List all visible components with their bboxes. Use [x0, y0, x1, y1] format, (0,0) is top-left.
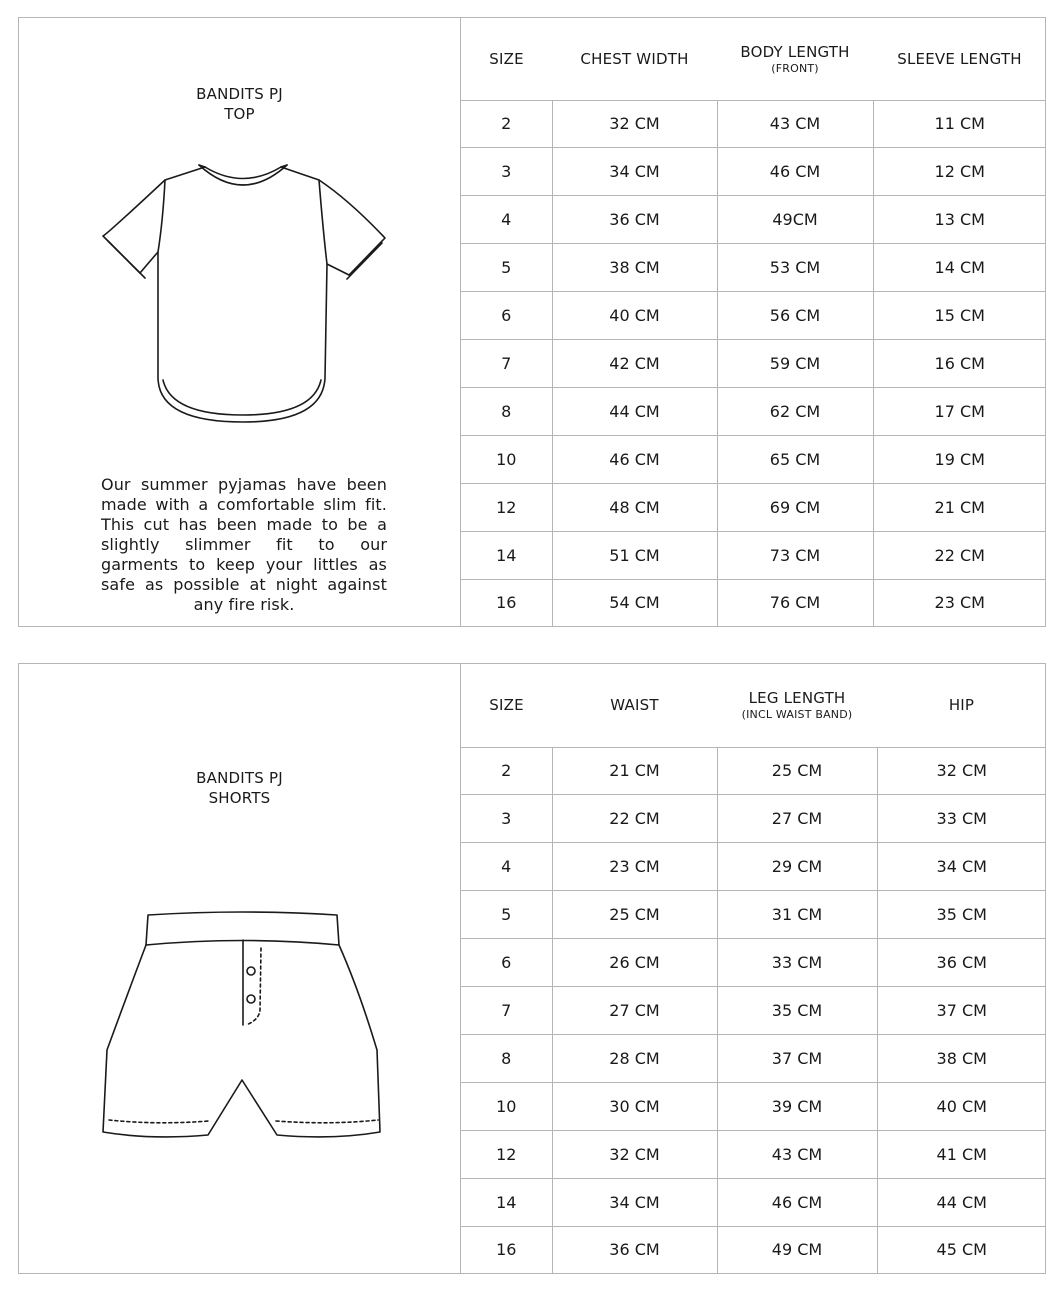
top-table-row [461, 244, 1046, 292]
shorts-cell-size: 3 [461, 795, 552, 843]
top-cell-chest-width: 48 CM [552, 483, 717, 531]
top-cell-chest-width: 46 CM [552, 435, 717, 483]
top-col-body-length-header: BODY LENGTH (FRONT) [717, 18, 873, 100]
shorts-cell-hip: 38 CM [877, 1035, 1046, 1083]
shorts-title-line1: BANDITS PJ [196, 769, 283, 787]
top-table-row [461, 196, 1046, 244]
top-cell-size: 10 [461, 435, 552, 483]
top-col-sleeve-header: SLEEVE LENGTH [873, 18, 1046, 100]
top-cell-chest-width: 38 CM [552, 244, 717, 292]
t-shirt-outline-icon [101, 160, 391, 425]
top-cell-size: 3 [461, 148, 552, 196]
shorts-cell-waist: 36 CM [552, 1226, 717, 1273]
top-cell-sleeve-length: 11 CM [873, 100, 1046, 148]
top-cell-chest-width: 40 CM [552, 292, 717, 340]
top-cell-size: 5 [461, 244, 552, 292]
top-cell-body-length: 46 CM [717, 148, 873, 196]
shorts-size-chart-panel [18, 663, 1046, 1274]
shorts-cell-waist: 21 CM [552, 747, 717, 795]
top-table-row [461, 483, 1046, 531]
top-cell-size: 4 [461, 196, 552, 244]
shorts-cell-waist: 26 CM [552, 939, 717, 987]
shorts-table-row [461, 1035, 1046, 1083]
shorts-cell-size: 4 [461, 843, 552, 891]
shorts-table-row [461, 1178, 1046, 1226]
shorts-cell-hip: 35 CM [877, 891, 1046, 939]
shorts-cell-size: 12 [461, 1130, 552, 1178]
top-cell-sleeve-length: 21 CM [873, 483, 1046, 531]
shorts-title-line2: SHORTS [208, 789, 271, 807]
shorts-cell-waist: 28 CM [552, 1035, 717, 1083]
top-cell-sleeve-length: 12 CM [873, 148, 1046, 196]
top-table-row [461, 579, 1046, 626]
top-col-chest-header: CHEST WIDTH [552, 18, 717, 100]
shorts-cell-hip: 44 CM [877, 1178, 1046, 1226]
top-cell-sleeve-length: 22 CM [873, 531, 1046, 579]
top-cell-body-length: 56 CM [717, 292, 873, 340]
top-cell-size: 6 [461, 292, 552, 340]
top-cell-chest-width: 34 CM [552, 148, 717, 196]
top-cell-body-length: 53 CM [717, 244, 873, 292]
shorts-cell-waist: 23 CM [552, 843, 717, 891]
shorts-cell-hip: 41 CM [877, 1130, 1046, 1178]
top-cell-chest-width: 44 CM [552, 388, 717, 436]
shorts-cell-leg-length: 46 CM [717, 1178, 877, 1226]
top-cell-sleeve-length: 15 CM [873, 292, 1046, 340]
shorts-cell-hip: 45 CM [877, 1226, 1046, 1273]
shorts-cell-waist: 27 CM [552, 987, 717, 1035]
top-cell-sleeve-length: 14 CM [873, 244, 1046, 292]
top-cell-sleeve-length: 16 CM [873, 340, 1046, 388]
top-col-size-header: SIZE [461, 18, 552, 100]
shorts-cell-hip: 32 CM [877, 747, 1046, 795]
shorts-cell-waist: 25 CM [552, 891, 717, 939]
shorts-cell-leg-length: 49 CM [717, 1226, 877, 1273]
shorts-cell-leg-length: 35 CM [717, 987, 877, 1035]
top-cell-size: 12 [461, 483, 552, 531]
shorts-info-column [19, 664, 461, 1273]
shorts-cell-size: 7 [461, 987, 552, 1035]
top-title-line1: BANDITS PJ [196, 85, 283, 103]
top-fit-description: Our summer pyjamas have been made with a comfortable slim fit. This cut has been made to be a slightly slimmer fit to our garments to keep your littles as safe as possible at night against any fire risk. [101, 475, 387, 614]
top-cell-sleeve-length: 19 CM [873, 435, 1046, 483]
top-cell-size: 7 [461, 340, 552, 388]
shorts-cell-size: 8 [461, 1035, 552, 1083]
top-cell-size: 16 [496, 593, 517, 613]
shorts-table-row [461, 987, 1046, 1035]
shorts-cell-leg-length: 37 CM [717, 1035, 877, 1083]
top-cell-size: 2 [461, 100, 552, 148]
shorts-table-row [461, 1226, 1046, 1273]
top-cell-body-length: 65 CM [717, 435, 873, 483]
shorts-cell-hip: 34 CM [877, 843, 1046, 891]
shorts-cell-size: 2 [461, 747, 552, 795]
shorts-cell-waist: 32 CM [552, 1130, 717, 1178]
top-col-body-length-sub: (FRONT) [771, 61, 819, 75]
shorts-cell-size: 14 [461, 1178, 552, 1226]
top-cell-body-length: 59 CM [717, 340, 873, 388]
top-table-row [461, 531, 1046, 579]
shorts-size-table [461, 664, 1046, 1273]
shorts-cell-size: 10 [461, 1082, 552, 1130]
top-table-row [461, 100, 1046, 148]
shorts-cell-size: 16 [496, 1240, 517, 1260]
shorts-table-row [461, 939, 1046, 987]
top-info-column [19, 18, 461, 626]
top-cell-sleeve-length: 23 CM [873, 579, 1046, 626]
shorts-cell-hip: 40 CM [877, 1082, 1046, 1130]
shorts-cell-leg-length: 39 CM [717, 1082, 877, 1130]
shorts-outline-icon [101, 910, 391, 1142]
top-cell-body-length: 76 CM [717, 579, 873, 626]
top-table-row [461, 388, 1046, 436]
top-cell-sleeve-length: 13 CM [873, 196, 1046, 244]
top-table-row [461, 148, 1046, 196]
top-cell-chest-width: 42 CM [552, 340, 717, 388]
shorts-cell-hip: 33 CM [877, 795, 1046, 843]
top-cell-chest-width: 54 CM [552, 579, 717, 626]
shorts-cell-leg-length: 25 CM [717, 747, 877, 795]
shorts-cell-size: 5 [461, 891, 552, 939]
shorts-table-row [461, 1130, 1046, 1178]
top-cell-chest-width: 32 CM [552, 100, 717, 148]
shorts-col-leg-length-header: LEG LENGTH (INCL WAIST BAND) [717, 664, 877, 747]
top-table-row [461, 435, 1046, 483]
shorts-cell-leg-length: 27 CM [717, 795, 877, 843]
shorts-cell-waist: 22 CM [552, 795, 717, 843]
shorts-cell-waist: 30 CM [552, 1082, 717, 1130]
top-table-header-row [461, 18, 1046, 100]
top-table-row [461, 292, 1046, 340]
shorts-col-waist-header: WAIST [552, 664, 717, 747]
top-cell-body-length: 69 CM [717, 483, 873, 531]
top-cell-chest-width: 36 CM [552, 196, 717, 244]
shorts-table-header-row [461, 664, 1046, 747]
shorts-table-row [461, 1082, 1046, 1130]
shorts-table-row [461, 795, 1046, 843]
shorts-table-row [461, 843, 1046, 891]
shorts-cell-leg-length: 31 CM [717, 891, 877, 939]
top-cell-chest-width: 51 CM [552, 531, 717, 579]
shorts-cell-leg-length: 29 CM [717, 843, 877, 891]
top-cell-body-length: 49CM [717, 196, 873, 244]
top-size-chart-panel [18, 17, 1046, 627]
top-cell-body-length: 62 CM [717, 388, 873, 436]
shorts-cell-waist: 34 CM [552, 1178, 717, 1226]
top-cell-sleeve-length: 17 CM [873, 388, 1046, 436]
top-cell-body-length: 73 CM [717, 531, 873, 579]
shorts-cell-leg-length: 33 CM [717, 939, 877, 987]
shorts-cell-size: 6 [461, 939, 552, 987]
shorts-cell-hip: 36 CM [877, 939, 1046, 987]
shorts-table-row [461, 747, 1046, 795]
top-title-line2: TOP [224, 105, 255, 123]
shorts-cell-leg-length: 43 CM [717, 1130, 877, 1178]
shorts-cell-hip: 37 CM [877, 987, 1046, 1035]
shorts-col-hip-header: HIP [877, 664, 1046, 747]
top-cell-size: 14 [461, 531, 552, 579]
shorts-garment-title [19, 768, 460, 808]
top-garment-title [19, 84, 460, 124]
top-cell-body-length: 43 CM [717, 100, 873, 148]
shorts-col-size-header: SIZE [461, 664, 552, 747]
shorts-col-leg-length-sub: (INCL WAIST BAND) [741, 708, 853, 722]
shorts-table-row [461, 891, 1046, 939]
top-cell-size: 8 [461, 388, 552, 436]
top-table-row [461, 340, 1046, 388]
top-size-table [461, 18, 1046, 626]
